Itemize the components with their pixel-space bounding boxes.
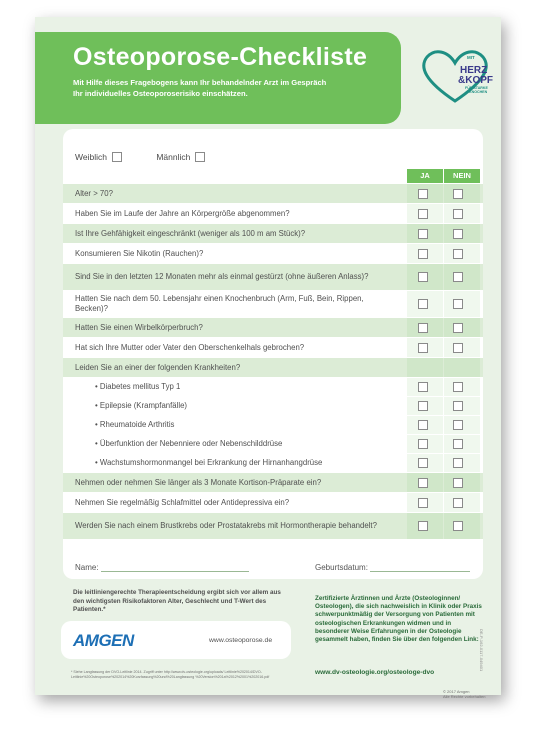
female-checkbox[interactable] (112, 152, 122, 162)
question-text: Leiden Sie an einer der folgenden Krankheiten? (75, 362, 241, 372)
page-subtitle: Mit Hilfe dieses Fragebogens kann Ihr behandelnder Arzt im Gespräch Ihr individuelles Osteoporoserisiko einschätzen. (73, 78, 327, 98)
question-text: Nehmen Sie regelmäßig Schlafmittel oder Antidepressiva ein? (75, 497, 290, 507)
yes-checkbox[interactable] (418, 401, 428, 411)
question-text: Alter > 70? (75, 188, 113, 198)
yes-checkbox[interactable] (418, 343, 428, 353)
yes-checkbox[interactable] (418, 229, 428, 239)
no-checkbox[interactable] (453, 323, 463, 333)
no-checkbox[interactable] (453, 478, 463, 488)
amgen-website-link[interactable]: www.osteoporose.de (209, 637, 273, 644)
name-field: Name: (75, 563, 249, 572)
question-row (63, 454, 483, 473)
no-checkbox[interactable] (453, 401, 463, 411)
question-text: • Epilepsie (Krampfanfälle) (95, 401, 407, 411)
checklist-card (63, 129, 483, 579)
svg-text:HERZ: HERZ (460, 65, 488, 76)
yes-checkbox[interactable] (418, 521, 428, 531)
yes-checkbox[interactable] (418, 478, 428, 488)
yes-checkbox[interactable] (418, 323, 428, 333)
svg-text:KNOCHEN: KNOCHEN (469, 90, 488, 94)
question-row (63, 338, 483, 358)
question-text: Nehmen oder nehmen Sie länger als 3 Monate Kortison-Präparate ein? (75, 477, 322, 487)
no-checkbox[interactable] (453, 249, 463, 259)
question-row (63, 416, 483, 435)
svg-text:&KOPF: &KOPF (458, 75, 493, 86)
question-row (63, 291, 483, 318)
no-checkbox[interactable] (453, 439, 463, 449)
question-text: Konsumieren Sie Nikotin (Rauchen)? (75, 248, 204, 258)
copyright: © 2017 Amgen Alle Rechte vorbehalten (443, 689, 486, 699)
question-row (63, 513, 483, 540)
yes-checkbox[interactable] (418, 420, 428, 430)
question-text: • Wachstumshormonmangel bei Erkrankung der Hirnanhangdrüse (95, 458, 407, 468)
question-text: Hat sich Ihre Mutter oder Vater den Oberschenkelhals gebrochen? (75, 342, 305, 352)
amgen-box (61, 621, 291, 659)
question-row (63, 318, 483, 338)
gender-selection (75, 151, 237, 162)
document-code: DE-P-162-0117-049401 (479, 629, 484, 672)
no-checkbox[interactable] (453, 458, 463, 468)
question-row (63, 435, 483, 454)
no-checkbox[interactable] (453, 189, 463, 199)
yes-checkbox[interactable] (418, 439, 428, 449)
osteologist-note: Zertifizierte Ärztinnen und Ärzte (Osteologinnen/ Osteologen), die sich nachweislich in Klinik oder Praxis schwerpunktmäßig der Versorgung von Patienten mit osteologischen Erkrankungen widmen und in besonderer Weise Erfahrungen in der Osteologie gesammelt haben, finden Sie über den folgenden Link: (315, 595, 482, 644)
question-text: Hatten Sie einen Wirbelkörperbruch? (75, 322, 203, 332)
yes-checkbox[interactable] (418, 382, 428, 392)
amgen-logo: AMGEN (73, 631, 134, 650)
header-banner (35, 32, 401, 124)
birthdate-input-line[interactable] (370, 564, 470, 572)
question-row (63, 204, 483, 224)
therapy-note: Die leitliniengerechte Therapieentscheidung ergibt sich vor allem aus den wichtigsten Risikofaktoren Alter, Geschlecht und T-Wert des Patienten.* (73, 589, 281, 613)
question-row (63, 224, 483, 244)
name-input-line[interactable] (101, 564, 249, 572)
question-text: Hatten Sie nach dem 50. Lebensjahr einen Knochenbruch (Arm, Fuß, Bein, Rippen, Becken)? (75, 294, 364, 313)
question-row (63, 493, 483, 513)
question-text: • Überfunktion der Nebenniere oder Nebenschilddrüse (95, 439, 407, 449)
question-row (63, 358, 483, 378)
no-column-bg (444, 358, 480, 377)
no-checkbox[interactable] (453, 343, 463, 353)
question-text: Haben Sie im Laufe der Jahre an Körpergröße abgenommen? (75, 208, 290, 218)
column-header-no: NEIN (444, 169, 480, 183)
question-row (63, 244, 483, 264)
question-list (63, 184, 483, 540)
no-checkbox[interactable] (453, 498, 463, 508)
yes-checkbox[interactable] (418, 498, 428, 508)
yes-checkbox[interactable] (418, 299, 428, 309)
question-text: • Rheumatoide Arthritis (95, 420, 407, 430)
no-checkbox[interactable] (453, 299, 463, 309)
male-checkbox[interactable] (195, 152, 205, 162)
checklist-page (35, 17, 501, 699)
no-checkbox[interactable] (453, 272, 463, 282)
female-label: Weiblich (75, 151, 107, 162)
osteologist-link[interactable]: www.dv-osteologie.org/osteologe-dvo (315, 669, 435, 676)
svg-text:FÜR STARKE: FÜR STARKE (465, 86, 488, 90)
yes-checkbox[interactable] (418, 249, 428, 259)
no-checkbox[interactable] (453, 229, 463, 239)
no-checkbox[interactable] (453, 521, 463, 531)
no-checkbox[interactable] (453, 209, 463, 219)
question-row (63, 378, 483, 397)
question-text: Ist Ihre Gehfähigkeit eingeschränkt (weniger als 100 m am Stück)? (75, 228, 306, 238)
question-text: Werden Sie nach einem Brustkrebs oder Prostatakrebs mit Hormontherapie behandelt? (75, 521, 377, 530)
yes-checkbox[interactable] (418, 209, 428, 219)
column-header-yes: JA (407, 169, 443, 183)
birthdate-field: Geburtsdatum: (315, 563, 470, 572)
yes-column-bg (407, 358, 443, 377)
male-label: Männlich (156, 151, 191, 162)
question-text: • Diabetes mellitus Typ 1 (95, 382, 407, 392)
question-row (63, 264, 483, 291)
page-title: Osteoporose-Checkliste (73, 43, 368, 71)
yes-checkbox[interactable] (418, 189, 428, 199)
question-row (63, 184, 483, 204)
svg-text:MIT: MIT (467, 55, 475, 60)
yes-checkbox[interactable] (418, 458, 428, 468)
question-text: Sind Sie in den letzten 12 Monaten mehr als einmal gestürzt (ohne äußeren Anlass)? (75, 272, 369, 281)
footnote: * Siehe Langfassung der DVO-Leitlinie 2014. Zugriff unter http://www.dv-osteologie.org/uploads/ Leitlinie%202014/DVO-Leitlinie%20Osteoporose%202014%20Kurzfassung%20und%20Langfassung %20Version%201a%2012%2001%202016.pdf (71, 670, 270, 679)
no-checkbox[interactable] (453, 382, 463, 392)
question-row (63, 473, 483, 493)
yes-checkbox[interactable] (418, 272, 428, 282)
herz-kopf-logo (415, 43, 495, 113)
question-row (63, 397, 483, 416)
no-checkbox[interactable] (453, 420, 463, 430)
